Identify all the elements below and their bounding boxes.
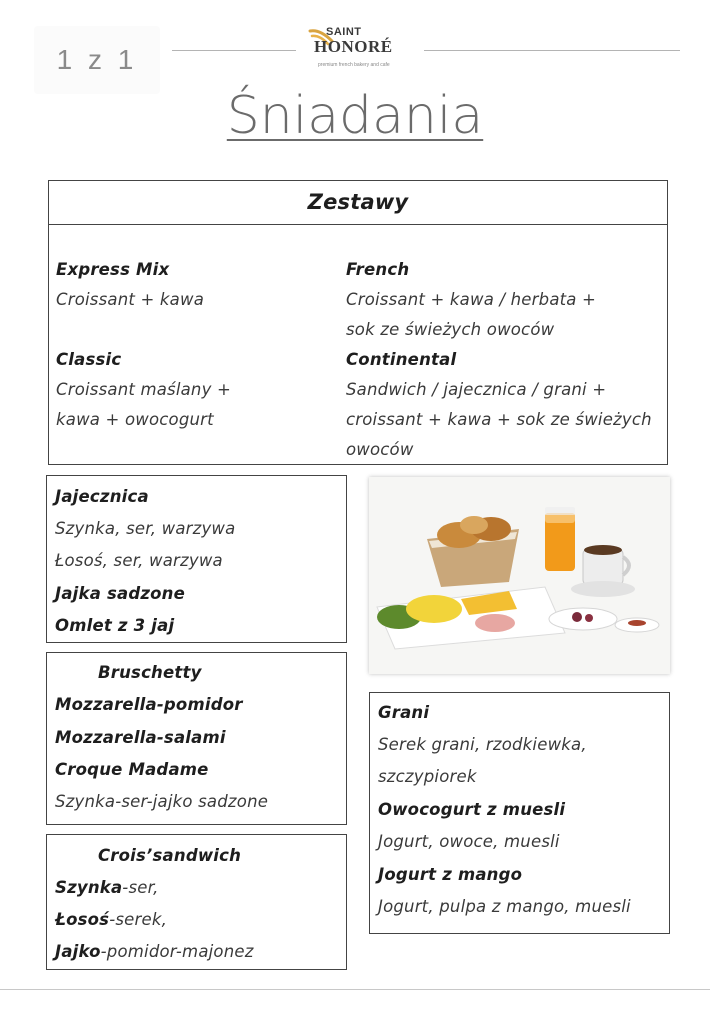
saint-honore-logo (300, 26, 420, 74)
croissandwich-heading: Crois’sandwich (98, 846, 242, 865)
continental-desc-1: Sandwich / jajecznica / grani + (346, 380, 607, 399)
croissandwich-item-1-main: Szynka (55, 878, 123, 897)
page-number: 1 z 1 (34, 26, 160, 94)
continental-desc-2: croissant + kawa + sok ze świeżych (346, 410, 652, 429)
bruschetty-item-1: Mozzarella-pomidor (55, 695, 243, 714)
logo-tagline: premium french bakery and cafe (318, 62, 390, 68)
grani-desc-1: Serek grani, rzodkiewka, (378, 735, 587, 754)
bruschetty-item-2: Mozzarella-salami (55, 728, 226, 747)
croissandwich-item-1-rest: -ser, (122, 878, 159, 897)
bruschetty-item-4: Szynka-ser-jajko sadzone (55, 792, 269, 811)
french-desc-2: sok ze świeżych owoców (346, 320, 555, 339)
logo-line1: SAINT (326, 26, 362, 38)
express-mix-name: Express Mix (56, 260, 170, 279)
continental-name: Continental (346, 350, 457, 369)
zestawy-heading: Zestawy (307, 190, 409, 214)
jajecznica-heading: Jajecznica (55, 487, 149, 506)
classic-desc-2: kawa + owocogurt (56, 410, 214, 429)
croissandwich-item-3 (55, 942, 254, 961)
bruschetty-item-3: Croque Madame (55, 760, 209, 779)
page-title (0, 86, 710, 146)
footer-rule (0, 989, 710, 990)
breakfast-illustration (369, 477, 670, 674)
header-rule-right (424, 50, 680, 51)
continental-desc-3: owoców (346, 440, 414, 459)
croissandwich-item-3-rest: -pomidor-majonez (100, 942, 254, 961)
croissandwich-item-1 (55, 878, 159, 897)
page-title-text: Śniadania (226, 86, 484, 146)
classic-desc-1: Croissant maślany + (56, 380, 232, 399)
jogurt-mango-desc: Jogurt, pulpa z mango, muesli (378, 897, 631, 916)
grani-desc-2: szczypiorek (378, 767, 477, 786)
jogurt-mango-name: Jogurt z mango (378, 865, 523, 884)
croissandwich-item-2 (55, 910, 167, 929)
jajecznica-item-2: Łosoś, ser, warzywa (55, 551, 223, 570)
croissandwich-item-2-rest: -serek, (109, 910, 168, 929)
croissandwich-item-2-main: Łosoś (55, 910, 110, 929)
jajecznica-item-3: Jajka sadzone (55, 584, 186, 603)
jajecznica-item-1: Szynka, ser, warzywa (55, 519, 236, 538)
header-rule-left (172, 50, 296, 51)
grani-heading: Grani (378, 703, 430, 722)
french-desc-1: Croissant + kawa / herbata + (346, 290, 597, 309)
croissandwich-item-3-main: Jajko (55, 942, 101, 961)
logo-line2: HONORÉ (314, 37, 393, 56)
express-mix-desc: Croissant + kawa (56, 290, 205, 309)
classic-name: Classic (56, 350, 122, 369)
jajecznica-item-4: Omlet z 3 jaj (55, 616, 175, 635)
owocogurt-name: Owocogurt z muesli (378, 800, 566, 819)
breakfast-photo (369, 477, 670, 674)
french-name: French (346, 260, 410, 279)
owocogurt-desc: Jogurt, owoce, muesli (378, 832, 560, 851)
bruschetty-heading: Bruschetty (98, 663, 202, 682)
